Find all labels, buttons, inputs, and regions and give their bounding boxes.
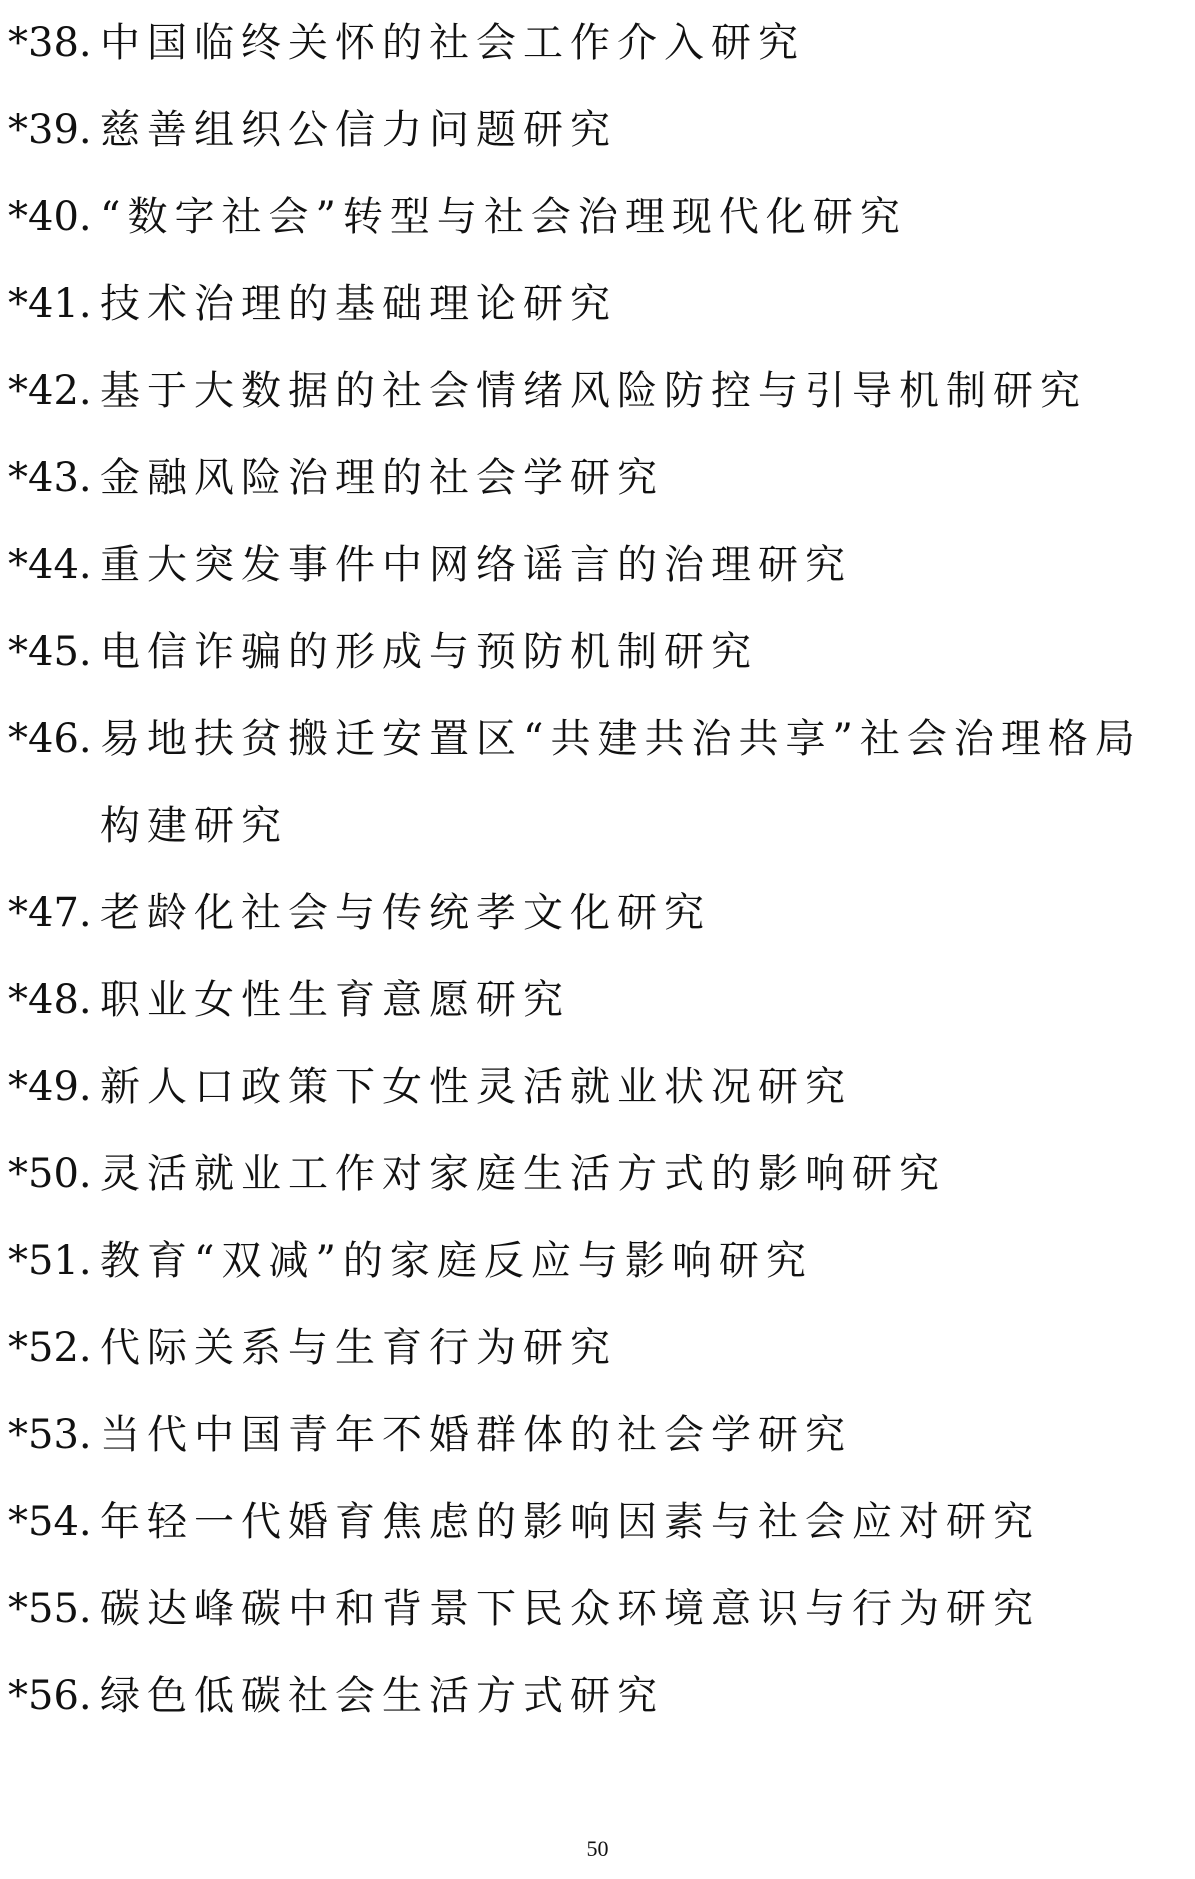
item-number: *53. (8, 1412, 92, 1458)
item-number: *49. (8, 1064, 92, 1110)
item-number: *50. (8, 1151, 92, 1197)
item-number: *56. (8, 1673, 92, 1719)
list-item (8, 1479, 1188, 1566)
item-number: *43. (8, 455, 92, 501)
item-number: *51. (8, 1238, 92, 1284)
list-item (8, 435, 1188, 522)
list-item (8, 957, 1188, 1044)
item-text: 中国临终关怀的社会工作介入研究 (100, 20, 805, 66)
list-item (8, 1044, 1188, 1131)
list-item (8, 522, 1188, 609)
item-text: 老龄化社会与传统孝文化研究 (100, 890, 711, 936)
item-text: 绿色低碳社会生活方式研究 (100, 1673, 664, 1719)
item-text: 教育“双减”的家庭反应与影响研究 (100, 1238, 813, 1284)
item-text: 职业女性生育意愿研究 (100, 977, 570, 1023)
item-text: 代际关系与生育行为研究 (100, 1325, 617, 1371)
item-number: *44. (8, 542, 92, 588)
page-number: 50 (586, 1836, 609, 1861)
list-item (8, 87, 1188, 174)
list-item (8, 261, 1188, 348)
item-text: 灵活就业工作对家庭生活方式的影响研究 (100, 1151, 946, 1197)
item-number: *41. (8, 281, 92, 327)
list-item (8, 1131, 1188, 1218)
list-item (8, 696, 1188, 870)
item-text: 当代中国青年不婚群体的社会学研究 (100, 1412, 852, 1458)
item-text: 慈善组织公信力问题研究 (100, 107, 617, 153)
list-item (8, 174, 1188, 261)
item-text: 技术治理的基础理论研究 (100, 281, 617, 327)
item-text: 年轻一代婚育焦虑的影响因素与社会应对研究 (100, 1499, 1040, 1545)
list-item (8, 348, 1188, 435)
item-number: *46. (8, 716, 92, 762)
item-text: 电信诈骗的形成与预防机制研究 (100, 629, 758, 675)
item-number: *38. (8, 20, 92, 66)
list-item (8, 870, 1188, 957)
item-number: *45. (8, 629, 92, 675)
list-item (8, 1392, 1188, 1479)
item-number: *47. (8, 890, 92, 936)
item-number: *42. (8, 368, 92, 414)
item-number: *54. (8, 1499, 92, 1545)
list-item (8, 0, 1188, 87)
item-text: 金融风险治理的社会学研究 (100, 455, 664, 501)
list-item (8, 1653, 1188, 1740)
list-item (8, 1566, 1188, 1653)
item-text: 重大突发事件中网络谣言的治理研究 (100, 542, 852, 588)
list-item (8, 1218, 1188, 1305)
item-text: 新人口政策下女性灵活就业状况研究 (100, 1064, 852, 1110)
item-text: 基于大数据的社会情绪风险防控与引导机制研究 (100, 368, 1087, 414)
topic-list (8, 0, 1188, 1740)
list-item (8, 609, 1188, 696)
item-number: *52. (8, 1325, 92, 1371)
item-text: 碳达峰碳中和背景下民众环境意识与行为研究 (100, 1586, 1040, 1632)
item-text: 易地扶贫搬迁安置区“共建共治共享”社会治理格局构建研究 (100, 716, 1142, 849)
item-number: *48. (8, 977, 92, 1023)
item-number: *40. (8, 194, 92, 240)
item-number: *55. (8, 1586, 92, 1632)
item-number: *39. (8, 107, 92, 153)
item-text: “数字社会”转型与社会治理现代化研究 (100, 194, 907, 240)
list-item (8, 1305, 1188, 1392)
